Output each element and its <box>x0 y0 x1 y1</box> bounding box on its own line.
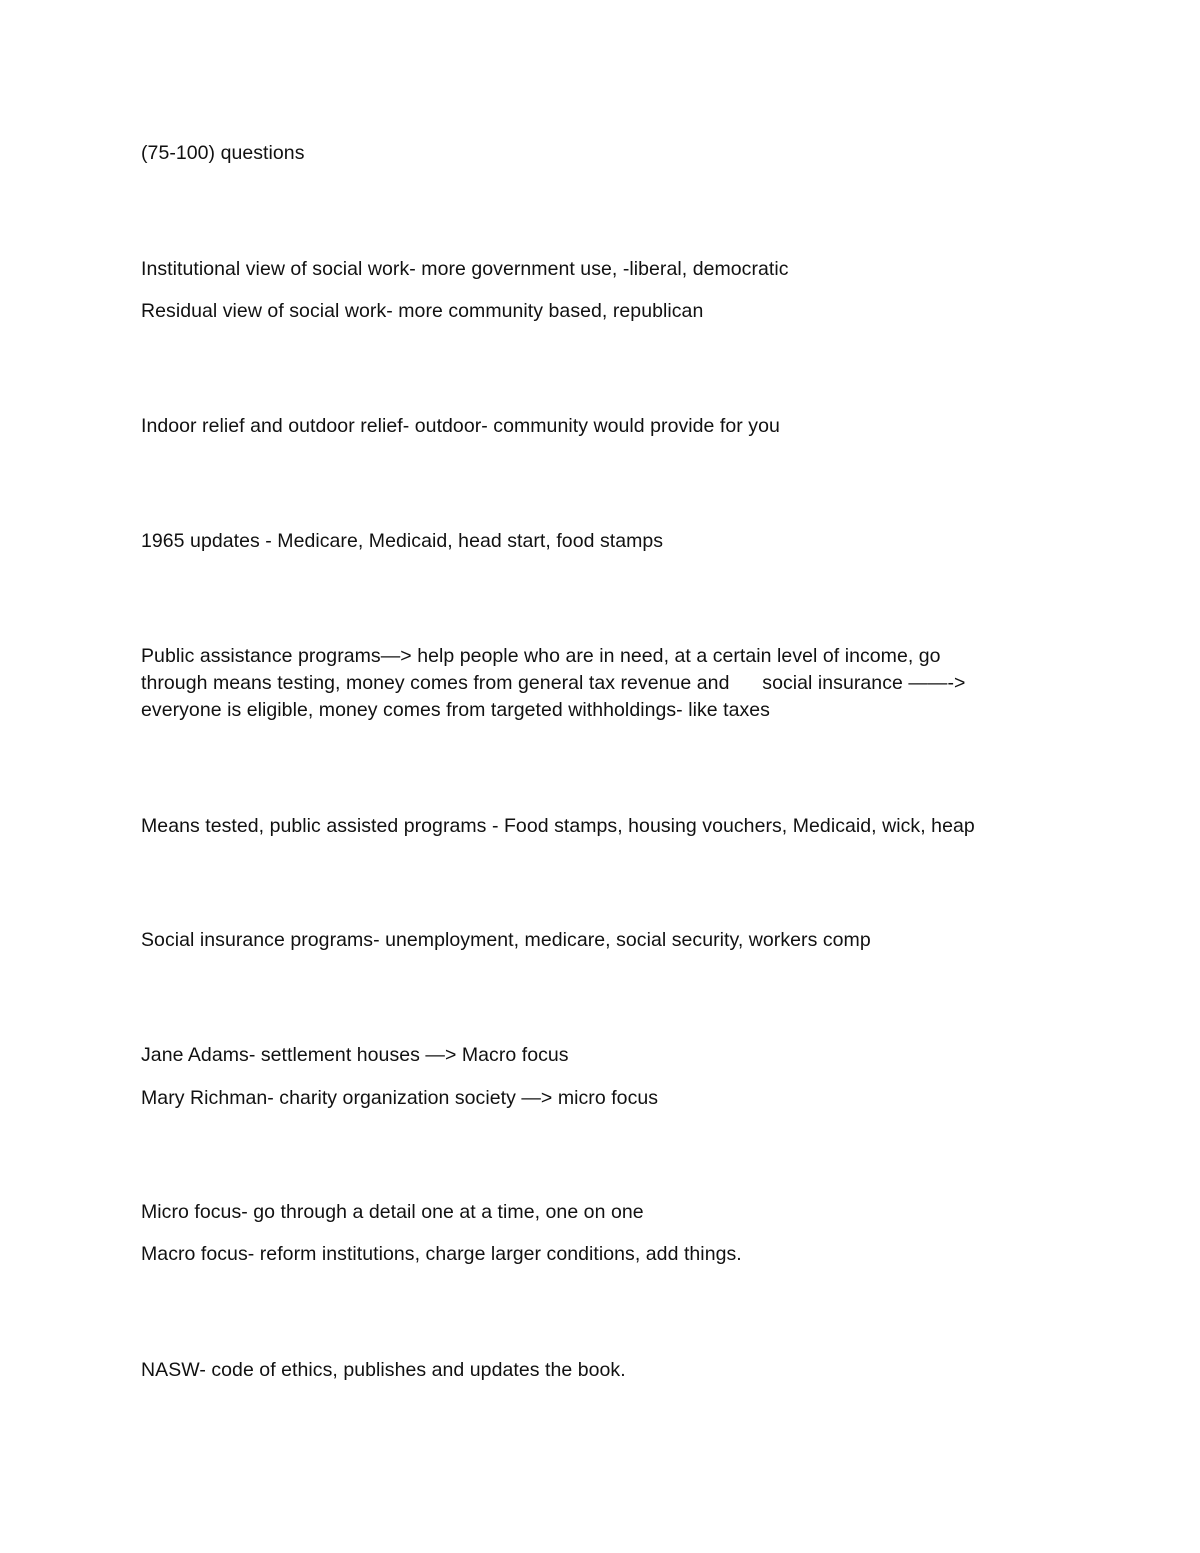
public-assistance-line-2: through means testing, money comes from general tax revenue and social insurance ——-> <box>141 672 966 694</box>
relief-note: Indoor relief and outdoor relief- outdoor- community would provide for you <box>141 415 780 437</box>
public-assistance-line-1: Public assistance programs—> help people who are in need, at a certain level of income, go <box>141 645 941 667</box>
jane-adams-note: Jane Adams- settlement houses —> Macro focus <box>141 1044 569 1066</box>
means-tested-note: Means tested, public assisted programs - Food stamps, housing vouchers, Medicaid, wick, heap <box>141 815 975 837</box>
micro-focus-note: Micro focus- go through a detail one at a time, one on one <box>141 1201 644 1223</box>
social-insurance-note: Social insurance programs- unemployment, medicare, social security, workers comp <box>141 929 871 951</box>
public-assistance-line-3: everyone is eligible, money comes from targeted withholdings- like taxes <box>141 699 770 721</box>
header-line: (75-100) questions <box>141 142 305 164</box>
residual-view-note: Residual view of social work- more community based, republican <box>141 300 704 322</box>
institutional-view-note: Institutional view of social work- more government use, -liberal, democratic <box>141 258 789 280</box>
nasw-note: NASW- code of ethics, publishes and updates the book. <box>141 1359 626 1381</box>
macro-focus-note: Macro focus- reform institutions, charge larger conditions, add things. <box>141 1243 742 1265</box>
updates-1965-note: 1965 updates - Medicare, Medicaid, head start, food stamps <box>141 530 664 552</box>
public-assistance-paragraph <box>141 643 1071 724</box>
mary-richman-note: Mary Richman- charity organization society —> micro focus <box>141 1087 659 1109</box>
